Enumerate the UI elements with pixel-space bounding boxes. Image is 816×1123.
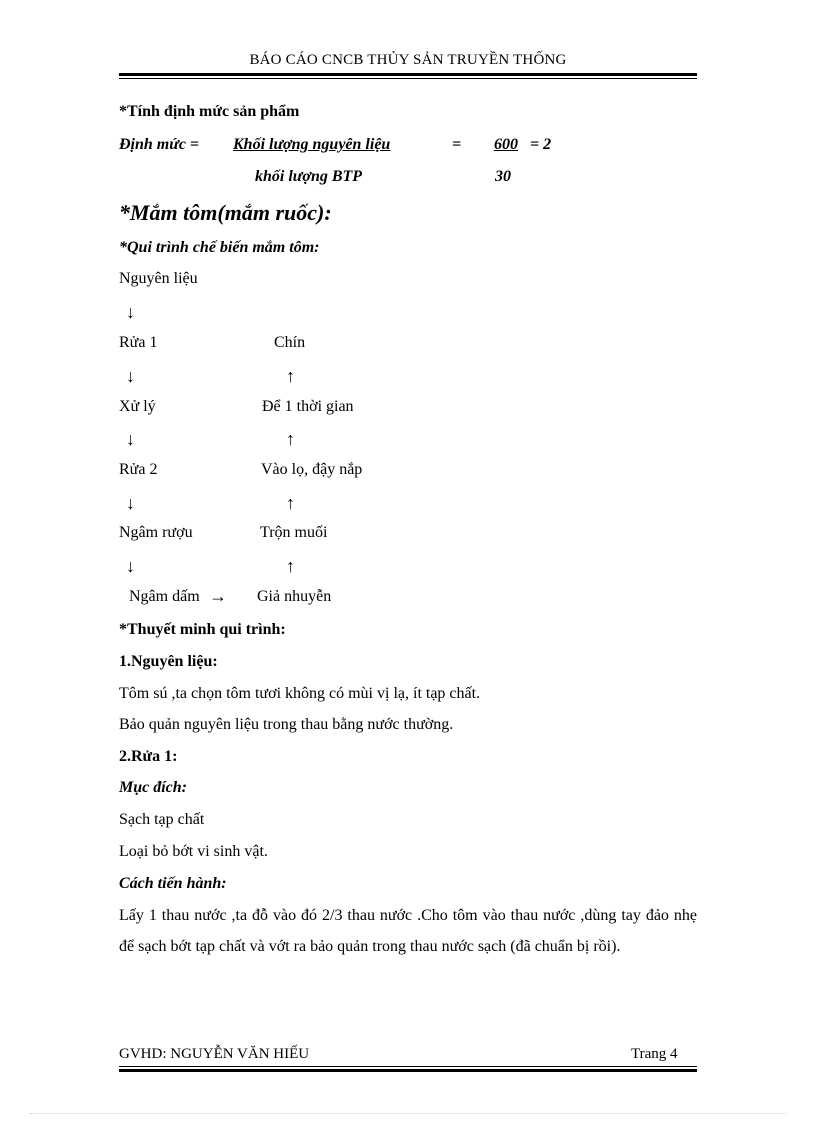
formula-heading: *Tính định mức sản phẩm	[119, 103, 300, 120]
up-arrow-icon: ↑	[286, 556, 295, 576]
method-paragraph: Lấy 1 thau nước ,ta đỗ vào đó 2/3 thau nước .Cho tôm vào thau nước ,dùng tay đảo nhẹ để sạch bớt tạp chất và vớt ra bảo quản trong thau nước sạch (đã chuẩn bị rồi).	[119, 907, 697, 955]
formula-result: = 2	[530, 136, 552, 153]
flow-step-ngam-ruou: Ngâm rượu	[119, 524, 193, 541]
purpose-item-1: Sạch tạp chất	[119, 811, 205, 828]
up-arrow-icon: ↑	[286, 429, 295, 449]
flow-step-rua-2: Rửa 2	[119, 461, 158, 478]
section-2-title: 2.Rửa 1:	[119, 748, 178, 765]
down-arrow-icon: ↓	[126, 556, 135, 576]
flow-step-vao-lo: Vào lọ, đậy nắp	[261, 461, 363, 478]
page-bottom-dotted-line	[30, 1113, 786, 1114]
formula-num-value: 600	[494, 136, 518, 153]
flow-step-chin: Chín	[274, 334, 306, 351]
up-arrow-icon: ↑	[286, 366, 295, 386]
footer-rule-thin	[119, 1066, 697, 1067]
flow-step-de-1-thoi-gian: Để 1 thời gian	[262, 398, 354, 415]
page-header-title: BÁO CÁO CNCB THỦY SẢN TRUYỀN THỐNG	[249, 52, 567, 68]
header-rule-thick	[119, 73, 697, 76]
footer-page-number: Trang 4	[631, 1046, 678, 1062]
explanation-heading: *Thuyết minh qui trình:	[119, 621, 286, 638]
flow-step-xu-ly: Xử lý	[119, 398, 156, 415]
right-arrow-icon: →	[209, 586, 227, 606]
formula-numerator: Khối lượng nguyên liệu	[233, 136, 391, 153]
flow-step-ngam-dam: Ngâm dấm	[129, 588, 200, 605]
formula-label: Định mức =	[119, 136, 200, 153]
flow-step-gia-nhuyen: Giả nhuyễn	[257, 588, 332, 605]
down-arrow-icon: ↓	[126, 366, 135, 386]
process-heading: *Qui trình chế biến mắm tôm:	[119, 239, 320, 256]
down-arrow-icon: ↓	[126, 302, 135, 322]
section-1-paragraph-1: Tôm sú ,ta chọn tôm tươi không có mùi vị lạ, ít tạp chất.	[119, 685, 481, 702]
section-1-paragraph-2: Bảo quản nguyên liệu trong thau bằng nước thường.	[119, 716, 454, 733]
section-title: *Mắm tôm(mắm ruốc):	[119, 200, 332, 225]
flow-step-tron-muoi: Trộn muối	[260, 524, 328, 541]
up-arrow-icon: ↑	[286, 493, 295, 513]
header-rule-thin	[119, 78, 697, 79]
purpose-label: Mục đích:	[119, 779, 187, 796]
section-1-title: 1.Nguyên liệu:	[119, 653, 218, 670]
method-label: Cách tiến hành:	[119, 875, 227, 892]
formula-equals: =	[452, 136, 462, 153]
down-arrow-icon: ↓	[126, 429, 135, 449]
formula-den-value: 30	[495, 168, 511, 185]
footer-rule-thick	[119, 1069, 697, 1072]
flow-step-nguyen-lieu: Nguyên liệu	[119, 270, 198, 287]
down-arrow-icon: ↓	[126, 493, 135, 513]
purpose-item-2: Loại bỏ bớt vi sinh vật.	[119, 843, 268, 860]
flow-step-rua-1: Rửa 1	[119, 334, 158, 351]
formula-denominator: khối lượng BTP	[255, 168, 363, 185]
footer-instructor: GVHD: NGUYỄN VĂN HIẾU	[119, 1046, 310, 1062]
